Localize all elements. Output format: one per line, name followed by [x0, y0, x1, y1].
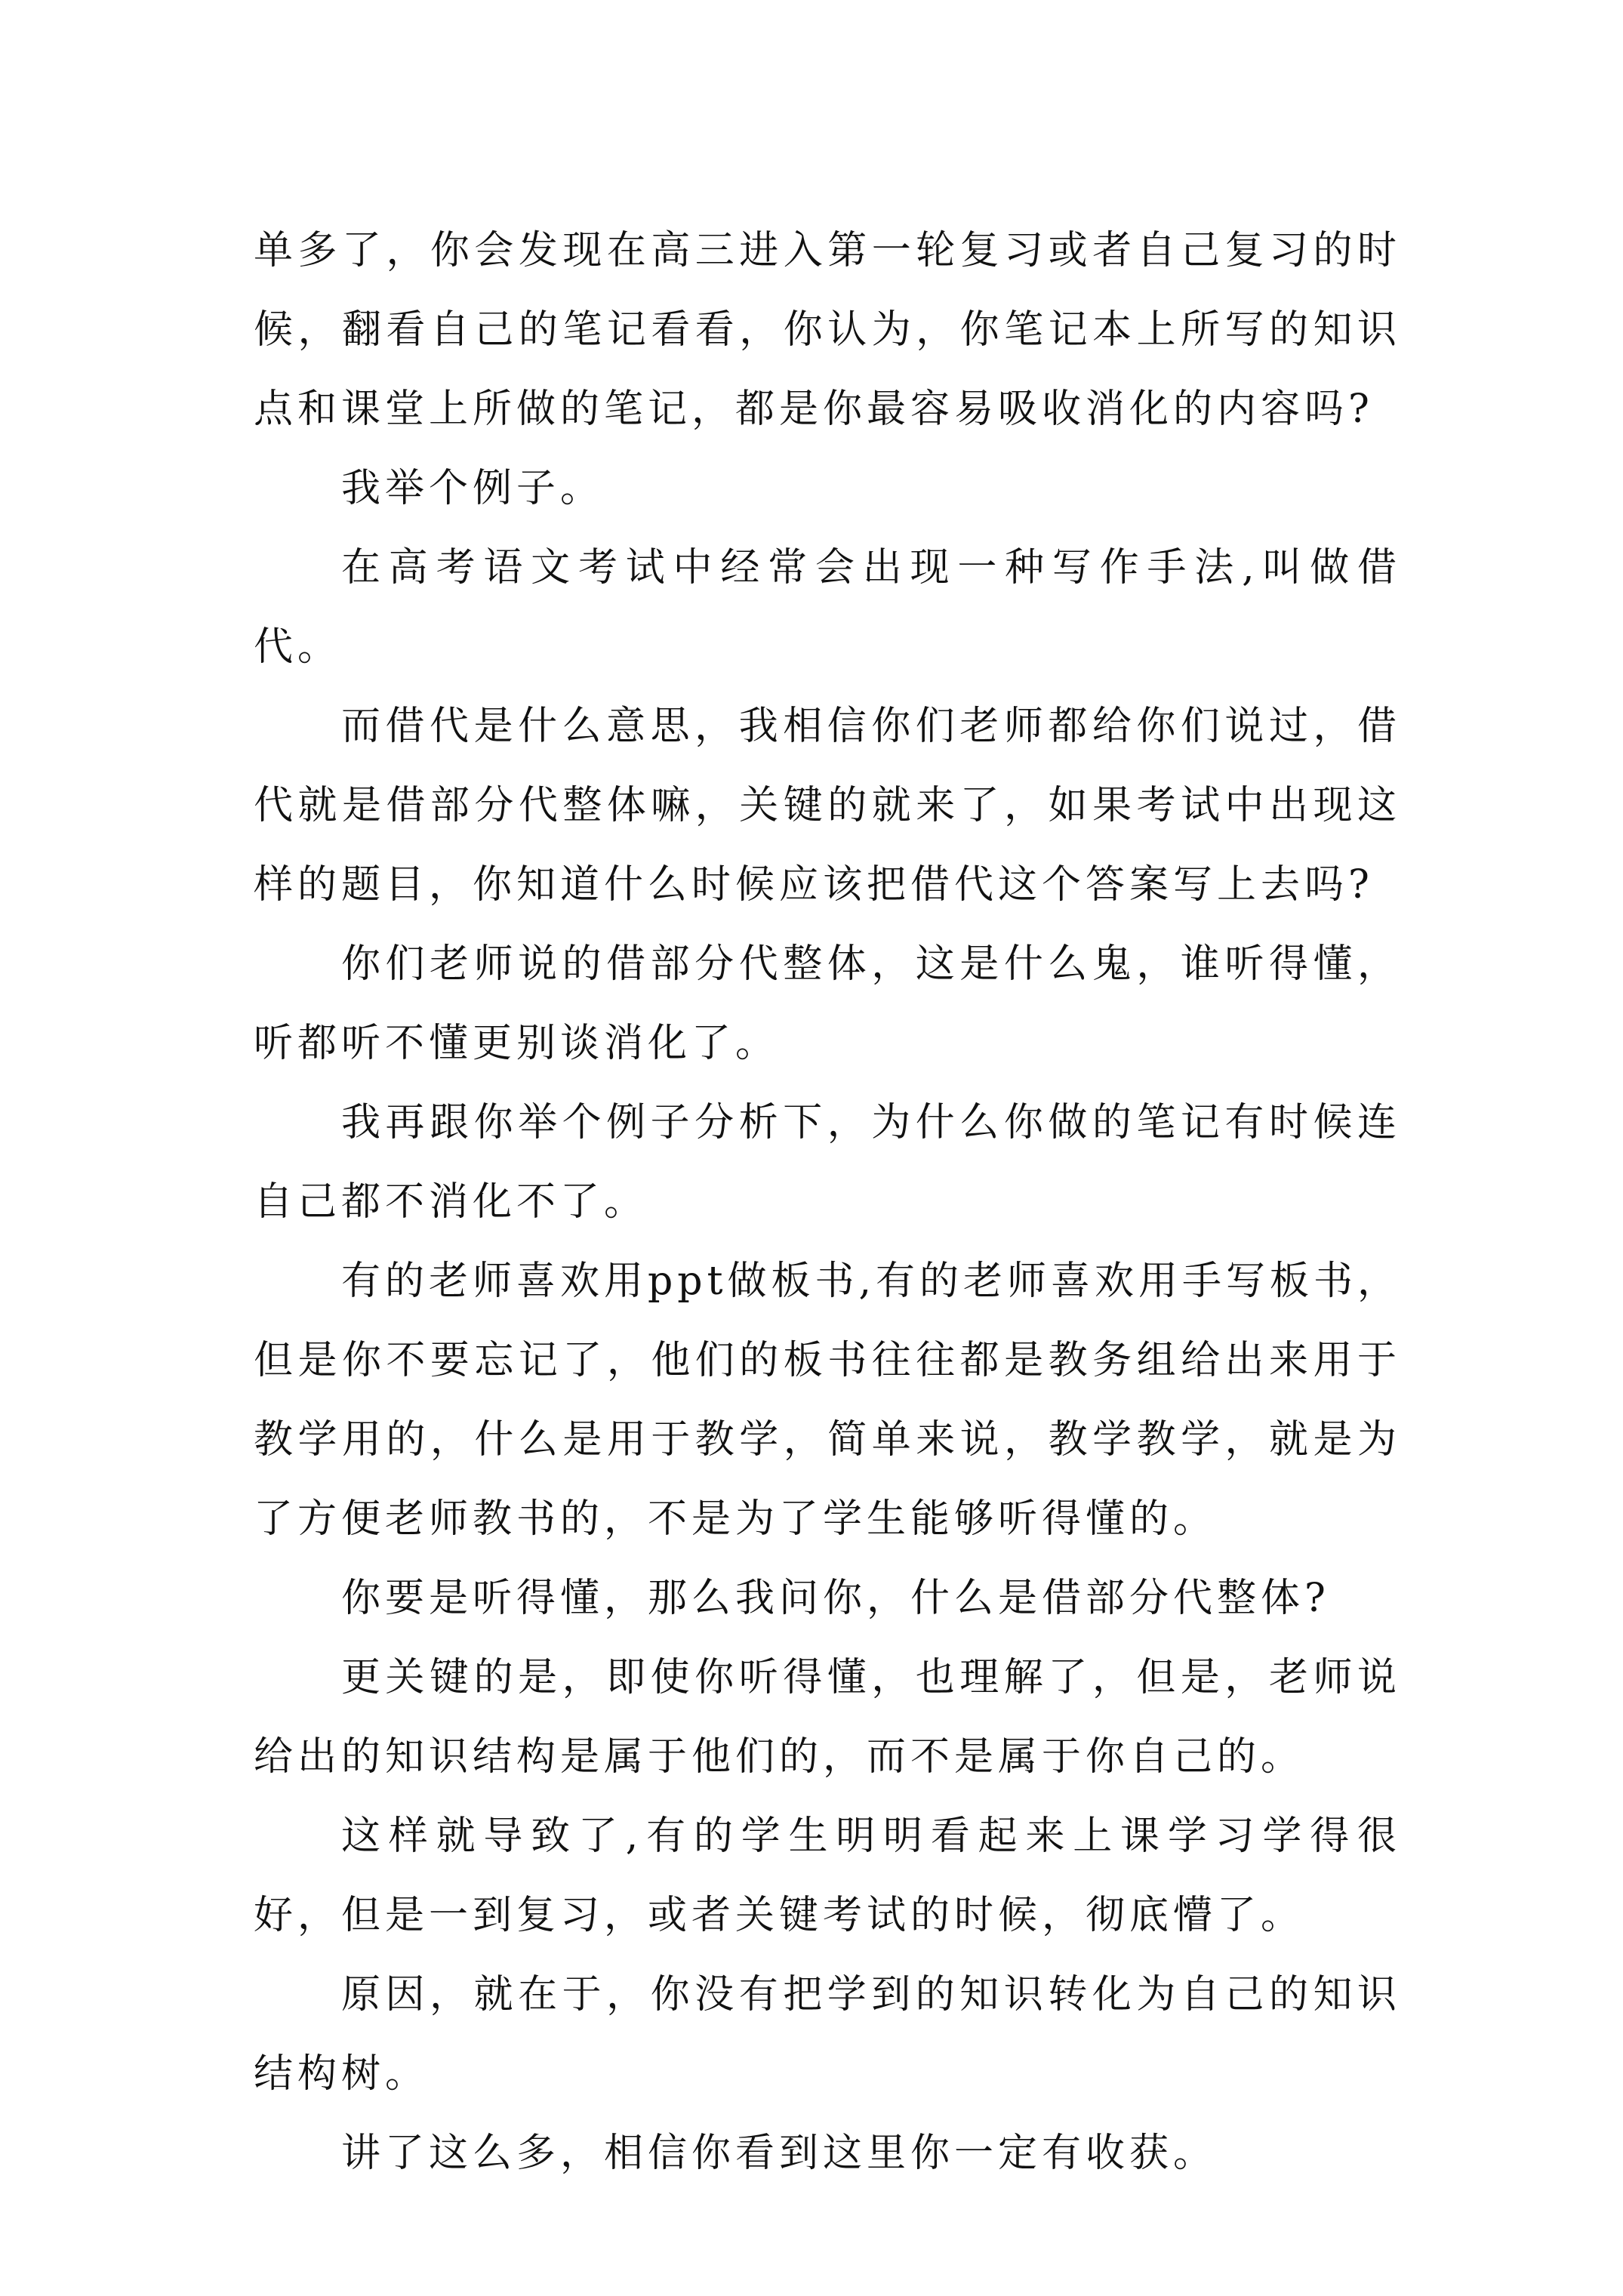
paragraph: 你们老师说的借部分代整体，这是什么鬼，谁听得懂，听都听不懂更别谈消化了。: [254, 942, 1401, 1066]
paragraph: 在高考语文考试中经常会出现一种写作手法,叫做借代。: [254, 545, 1401, 670]
document-body: [254, 211, 1401, 2193]
paragraph: 我举个例子。: [341, 466, 605, 511]
paragraph: 我再跟你举个例子分析下，为什么你做的笔记有时候连自己都不消化不了。: [254, 1100, 1401, 1225]
paragraph: 这样就导致了,有的学生明明看起来上课学习学得很好，但是一到复习，或者关键考试的时候，彻底懵了。: [254, 1814, 1401, 1938]
paragraph: 而借代是什么意思，我相信你们老师都给你们说过，借代就是借部分代整体嘛，关键的就来了，如果考试中出现这样的题目，你知道什么时候应该把借代这个答案写上去吗?: [254, 704, 1401, 908]
paragraph: 讲了这么多，相信你看到这里你一定有收获。: [341, 2131, 1218, 2176]
paragraph: 有的老师喜欢用ppt做板书,有的老师喜欢用手写板书，但是你不要忘记了，他们的板书往往都是教务组给出来用于教学用的，什么是用于教学，简单来说，教学教学，就是为了方便老师教书的，不是为了学生能够听得懂的。: [254, 1259, 1402, 1542]
paragraph: 更关键的是，即使你听得懂，也理解了，但是，老师说给出的知识结构是属于他们的，而不是属于你自己的。: [254, 1655, 1401, 1780]
paragraph: 原因，就在于，你没有把学到的知识转化为自己的知识结构树。: [254, 1972, 1401, 2097]
paragraph: 你要是听得懂，那么我问你，什么是借部分代整体?: [341, 1576, 1330, 1621]
paragraph: 单多了，你会发现在高三进入第一轮复习或者自己复习的时候，翻看自己的笔记看看，你认为，你笔记本上所写的知识点和课堂上所做的笔记，都是你最容易吸收消化的内容吗?: [254, 228, 1401, 432]
